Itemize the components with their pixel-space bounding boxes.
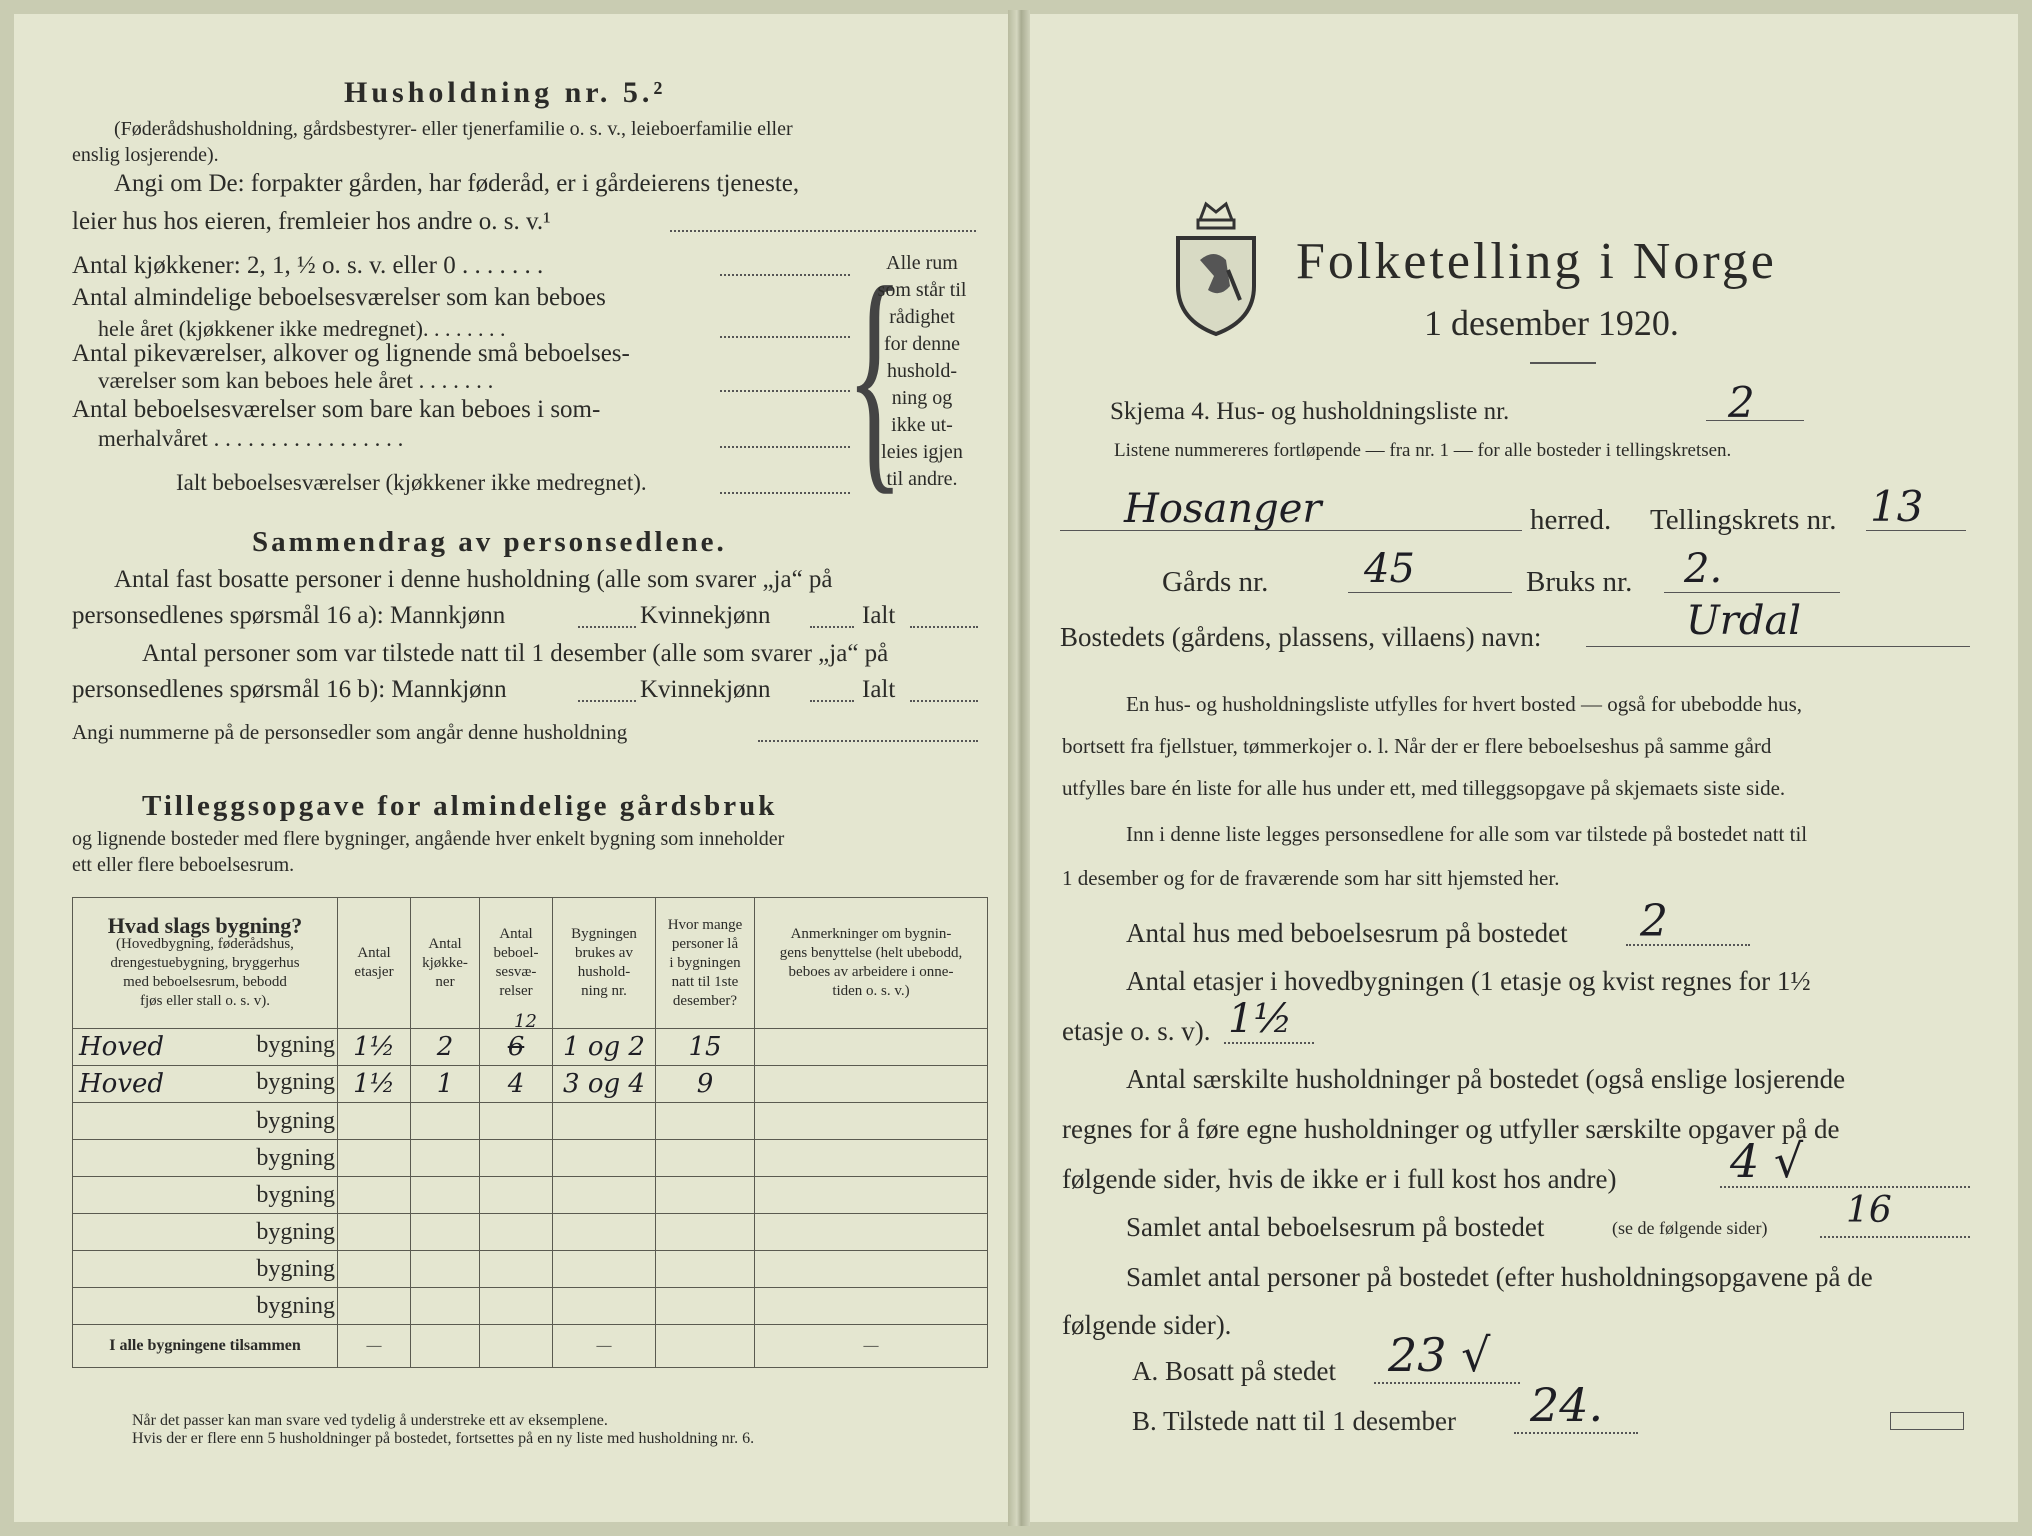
small-rooms-question-a: Antal pikeværelser, alkover og lignende små beboelses-: [72, 340, 630, 367]
total-rooms-label: Ialt beboelsesværelser (kjøkkener ikke medregnet).: [176, 470, 647, 495]
floors-cell: 1½: [338, 1029, 411, 1066]
total-row-label: I alle bygningene tilsammen: [73, 1325, 338, 1368]
present-label: B. Tilstede natt til 1 desember: [1132, 1406, 1456, 1436]
census-title: Folketelling i Norge: [1296, 233, 1777, 290]
women-present-line: [810, 700, 854, 702]
footnote-1: Når det passer kan man svare ved tydelig å understreke ett av eksemplene.: [132, 1412, 608, 1429]
remarks-cell: [755, 1288, 988, 1325]
angi-line-1: Angi om De: forpakter gården, har føderåd, er i gårdeierens tjeneste,: [114, 170, 800, 197]
instruction-1c: utfylles bare én liste for alle hus under ett, med tilleggsopgave på skjemaets siste side.: [1062, 776, 1786, 800]
herred-label: herred.: [1530, 504, 1612, 536]
header-text: brukes av: [575, 945, 633, 961]
persons-cell: [656, 1288, 755, 1325]
header-text: Hvad slags bygning?: [107, 912, 303, 938]
header-text: natt til 1ste: [671, 973, 739, 990]
norway-coat-of-arms-icon: [1170, 190, 1262, 338]
table-row: [73, 1066, 988, 1103]
rooms-cell: [480, 1103, 553, 1140]
table-total-row: [73, 1325, 988, 1368]
rooms-cell: [480, 1011, 553, 1066]
supplement-line-2: ett eller flere beboelsesrum.: [72, 854, 295, 876]
table-row: [73, 1103, 988, 1140]
persons-label-1: Samlet antal personer på bostedet (efter husholdningsopgavene på de: [1126, 1262, 1873, 1292]
household-intro-1: (Føderådshusholdning, gårdsbestyrer- eller tjenerfamilie o. s. v., leieboerfamilie eller: [114, 118, 793, 140]
household-cell: [553, 1177, 656, 1214]
summer-rooms-answer-line: [720, 446, 850, 448]
summer-rooms-question-b: merhalvåret . . . . . . . . . . . . . . . . .: [98, 426, 404, 451]
header-text: Antal: [428, 935, 462, 952]
header-floors: [338, 898, 411, 1029]
rooms-cell: [480, 1140, 553, 1177]
header-building-type: [73, 898, 338, 1029]
remarks-cell: [755, 1251, 988, 1288]
total-label: Ialt: [862, 602, 896, 629]
bruks-line: [1664, 592, 1840, 593]
floors-cell: [338, 1288, 411, 1325]
brace-line: leies igjen: [881, 441, 963, 463]
brace-line: ikke ut-: [891, 414, 953, 436]
remarks-cell: [755, 1214, 988, 1251]
men-resident-line: [578, 626, 636, 628]
table-row: [73, 1288, 988, 1325]
rooms-value: 6: [507, 1032, 525, 1062]
kitchens-cell: 2: [411, 1029, 480, 1066]
total-dash: —: [755, 1325, 988, 1368]
household-cell: 1 og 2: [553, 1029, 656, 1066]
household-cell: [553, 1251, 656, 1288]
header-text: etasjer: [354, 964, 394, 980]
table-row: [73, 1214, 988, 1251]
brace-line: Alle rum: [886, 252, 958, 274]
remarks-cell: [755, 1029, 988, 1066]
gards-label: Gårds nr.: [1162, 566, 1269, 598]
floors-cell: [338, 1251, 411, 1288]
floors-cell: [338, 1103, 411, 1140]
tellingskrets-line: [1866, 530, 1966, 531]
brace-line: ning og: [891, 387, 953, 409]
header-text: kjøkke-: [422, 954, 468, 971]
persons-cell: [656, 1140, 755, 1177]
herred-line: [1060, 530, 1522, 531]
header-kitchens: [411, 898, 480, 1029]
summary-line-2b: personsedlenes spørsmål 16 b): Mannkjønn: [72, 676, 507, 703]
bruks-label: Bruks nr.: [1526, 566, 1633, 598]
floors-value: 1½: [1228, 996, 1293, 1042]
building-cell: [73, 1066, 338, 1103]
kitchens-cell: 1: [411, 1066, 480, 1103]
remarks-cell: [755, 1177, 988, 1214]
persons-cell: 15: [656, 1029, 755, 1066]
row-label: bygning: [73, 1177, 338, 1214]
schema-number: 2: [1728, 378, 1755, 427]
brace-line: som står til: [877, 279, 967, 301]
row-label: bygning: [73, 1140, 338, 1177]
header-text: drengestuebygning, bryggerhus: [110, 954, 300, 971]
building-table: [72, 897, 988, 1368]
women-label: Kvinnekjønn: [640, 602, 771, 629]
persons-cell: [656, 1177, 755, 1214]
rooms-cell: 4: [480, 1066, 553, 1103]
header-text: med beboelsesrum, bebodd: [123, 973, 287, 990]
footnote-2: Hvis der er flere enn 5 husholdninger på bostedet, fortsettes på en ny liste med husholdning nr. 6.: [132, 1430, 755, 1447]
brace-symbol: {: [846, 235, 904, 515]
resident-value: 23 √: [1388, 1328, 1491, 1382]
total-cell: [480, 1325, 553, 1368]
bosted-label: Bostedets (gårdens, plassens, villaens) navn:: [1060, 622, 1542, 652]
summary-line-1a: Antal fast bosatte personer i denne husholdning (alle som svarer „ja“ på: [114, 566, 833, 593]
summary-line-2a: Antal personer som var tilstede natt til 1 desember (alle som svarer „ja“ på: [142, 640, 889, 667]
total-rooms-site-line: [1820, 1236, 1970, 1238]
brace-line: til andre.: [886, 468, 958, 490]
floors-cell: [338, 1177, 411, 1214]
household-title: Husholdning nr. 5.²: [344, 76, 667, 109]
kitchens-cell: [411, 1251, 480, 1288]
rooms-correction: 12: [514, 1011, 537, 1032]
angi-line-2: leier hus hos eieren, fremleier hos andre o. s. v.¹: [72, 208, 551, 235]
total-rooms-site-note: (se de følgende sider): [1612, 1218, 1768, 1238]
instruction-2b: 1 desember og for de fraværende som har sitt hjemsted her.: [1062, 866, 1560, 890]
header-text: Antal: [357, 945, 391, 961]
men-present-line: [578, 700, 636, 702]
building-cell: [73, 1029, 338, 1066]
header-remarks: [755, 898, 988, 1029]
supplement-title: Tilleggsopgave for almindelige gårdsbruk: [142, 790, 778, 822]
summer-rooms-question-a: Antal beboelsesværelser som bare kan beboes i som-: [72, 396, 601, 423]
total-present-line: [910, 700, 978, 702]
small-rooms-question-b: værelser som kan beboes hele året . . . . . . .: [98, 368, 494, 393]
households-label-2: regnes for å føre egne husholdninger og utfyller særskilte opgaver på de: [1062, 1114, 1840, 1144]
kitchens-cell: [411, 1288, 480, 1325]
herred-value: Hosanger: [1124, 486, 1322, 532]
kitchens-cell: [411, 1103, 480, 1140]
row-label: bygning: [73, 1103, 338, 1140]
persons-cell: 9: [656, 1066, 755, 1103]
person-numbers-label: Angi nummerne på de personsedler som angår denne husholdning: [72, 720, 628, 744]
present-line: [1514, 1432, 1638, 1434]
household-cell: [553, 1140, 656, 1177]
small-rooms-answer-line: [720, 390, 850, 392]
rooms-cell: [480, 1214, 553, 1251]
kitchens-cell: [411, 1214, 480, 1251]
rooms-answer-line: [720, 336, 850, 338]
header-text: relser: [499, 983, 533, 999]
header-text: ning nr.: [581, 983, 627, 999]
title-divider: [1530, 362, 1596, 364]
header-text: sesvæ-: [495, 964, 537, 980]
header-text: desember?: [672, 992, 738, 1009]
table-row: [73, 1140, 988, 1177]
houses-label: Antal hus med beboelsesrum på bostedet: [1126, 918, 1568, 948]
households-label-1: Antal særskilte husholdninger på bostedet (også enslige losjerende: [1126, 1064, 1846, 1094]
total-dash: —: [553, 1325, 656, 1368]
rooms-cell: [480, 1251, 553, 1288]
header-text: ner: [435, 973, 455, 990]
households-label-3: følgende sider, hvis de ikke er i full kost hos andre): [1062, 1164, 1617, 1194]
women-resident-line: [810, 626, 854, 628]
header-text: Antal: [499, 926, 533, 942]
kitchens-cell: [411, 1177, 480, 1214]
table-header-row: [73, 898, 988, 1029]
header-text: tiden o. s. v.): [832, 983, 910, 999]
header-text: Bygningen: [571, 926, 637, 942]
total-rooms-site-label: Samlet antal beboelsesrum på bostedet: [1126, 1212, 1545, 1242]
brace-line: for denne: [883, 333, 961, 355]
rooms-cell: [480, 1288, 553, 1325]
summary-title: Sammendrag av personsedlene.: [252, 526, 727, 558]
header-text: fjøs eller stall o. s. v).: [140, 992, 270, 1009]
persons-cell: [656, 1214, 755, 1251]
household-cell: [553, 1103, 656, 1140]
houses-line: [1626, 944, 1750, 946]
rooms-question-a: Antal almindelige beboelsesværelser som kan beboes: [72, 284, 606, 311]
gards-value: 45: [1364, 546, 1415, 592]
header-text: hushold-: [577, 964, 631, 980]
instruction-2a: Inn i denne liste legges personsedlene for alle som var tilstede på bostedet natt til: [1126, 822, 1808, 846]
row-label: bygning: [256, 1032, 335, 1058]
row-label: bygning: [73, 1288, 338, 1325]
total-rooms-site-value: 16: [1846, 1190, 1892, 1231]
total-label: Ialt: [862, 676, 896, 703]
brace-note: [862, 250, 982, 493]
building-type-handwritten: Hoved: [79, 1069, 165, 1099]
remarks-cell: [755, 1140, 988, 1177]
gards-line: [1348, 592, 1512, 593]
floors-line: [1224, 1042, 1314, 1044]
floors-cell: [338, 1214, 411, 1251]
persons-label-2: følgende sider).: [1062, 1310, 1232, 1340]
tellingskrets-value: 13: [1870, 482, 1924, 531]
header-text: Anmerkninger om bygnin-: [790, 926, 952, 942]
numbering-note: Listene nummereres fortløpende — fra nr. 1 — for alle bosteder i tellingskretsen.: [1114, 440, 1732, 461]
row-label: bygning: [256, 1069, 335, 1095]
bruks-value: 2.: [1684, 546, 1723, 592]
header-text: Hvor mange: [667, 916, 743, 933]
row-label: bygning: [73, 1214, 338, 1251]
instruction-1b: bortsett fra fjellstuer, tømmerkojer o. l. Når der er flere beboelseshus på samme gård: [1062, 734, 1772, 758]
header-text: personer lå: [671, 935, 739, 952]
page-fold: [1008, 10, 1030, 1526]
remarks-cell: [755, 1103, 988, 1140]
household-cell: 3 og 4: [553, 1066, 656, 1103]
header-household: [553, 898, 656, 1029]
printer-stamp-icon: [1890, 1412, 1964, 1430]
table-row: [73, 1029, 988, 1066]
total-resident-line: [910, 626, 978, 628]
household-cell: [553, 1214, 656, 1251]
floors-cell: [338, 1140, 411, 1177]
households-value: 4 √: [1730, 1134, 1804, 1188]
total-cell: [656, 1325, 755, 1368]
row-label: bygning: [73, 1251, 338, 1288]
remarks-cell: [755, 1066, 988, 1103]
household-intro-2: enslig losjerende).: [72, 144, 219, 166]
summary-line-1b: personsedlenes spørsmål 16 a): Mannkjønn: [72, 602, 506, 629]
resident-label: A. Bosatt på stedet: [1132, 1356, 1336, 1386]
header-text: beboes av arbeidere i onne-: [788, 964, 954, 980]
header-text: i bygningen: [669, 954, 741, 971]
floors-label-2: etasje o. s. v).: [1062, 1016, 1211, 1046]
census-date: 1 desember 1920.: [1424, 303, 1679, 343]
houses-value: 2: [1640, 896, 1668, 947]
household-cell: [553, 1288, 656, 1325]
schema-label: Skjema 4. Hus- og husholdningsliste nr.: [1110, 398, 1510, 425]
floors-cell: 1½: [338, 1066, 411, 1103]
header-text: gens benyttelse (helt ubebodd,: [779, 945, 963, 961]
angi-answer-line: [670, 230, 976, 232]
bosted-line: [1586, 646, 1970, 647]
bosted-value: Urdal: [1686, 598, 1802, 644]
supplement-line-1: og lignende bosteder med flere bygninger, angående hver enkelt bygning som inneholder: [72, 828, 785, 850]
resident-line: [1374, 1382, 1520, 1384]
kitchens-question: Antal kjøkkener: 2, 1, ½ o. s. v. eller 0 . . . . . . .: [72, 252, 544, 279]
total-dash: —: [338, 1325, 411, 1368]
header-text: (Hovedbygning, føderådshus,: [116, 935, 294, 952]
header-text: beboel-: [493, 945, 539, 961]
tellingskrets-label: Tellingskrets nr.: [1650, 504, 1837, 536]
table-row: [73, 1251, 988, 1288]
total-cell: [411, 1325, 480, 1368]
rooms-question-b: hele året (kjøkkener ikke medregnet). . . . . . . .: [98, 316, 506, 341]
schema-number-line: [1706, 420, 1804, 421]
building-type-handwritten: Hoved: [79, 1032, 165, 1062]
header-persons: [656, 898, 755, 1029]
persons-cell: [656, 1103, 755, 1140]
floors-label-1: Antal etasjer i hovedbygningen (1 etasje og kvist regnes for 1½: [1126, 966, 1811, 996]
kitchens-cell: [411, 1140, 480, 1177]
households-line: [1720, 1186, 1970, 1188]
brace-line: hushold-: [887, 360, 957, 382]
present-value: 24.: [1530, 1378, 1604, 1432]
kitchens-answer-line: [720, 274, 850, 276]
total-rooms-answer-line: [720, 492, 850, 494]
rooms-cell: [480, 1177, 553, 1214]
instruction-1a: En hus- og husholdningsliste utfylles for hvert bosted — også for ubebodde hus,: [1126, 692, 1802, 716]
women-label: Kvinnekjønn: [640, 676, 771, 703]
brace-line: rådighet: [889, 306, 955, 328]
table-row: [73, 1177, 988, 1214]
header-rooms: [480, 898, 553, 1029]
persons-cell: [656, 1251, 755, 1288]
person-numbers-line: [758, 740, 978, 742]
